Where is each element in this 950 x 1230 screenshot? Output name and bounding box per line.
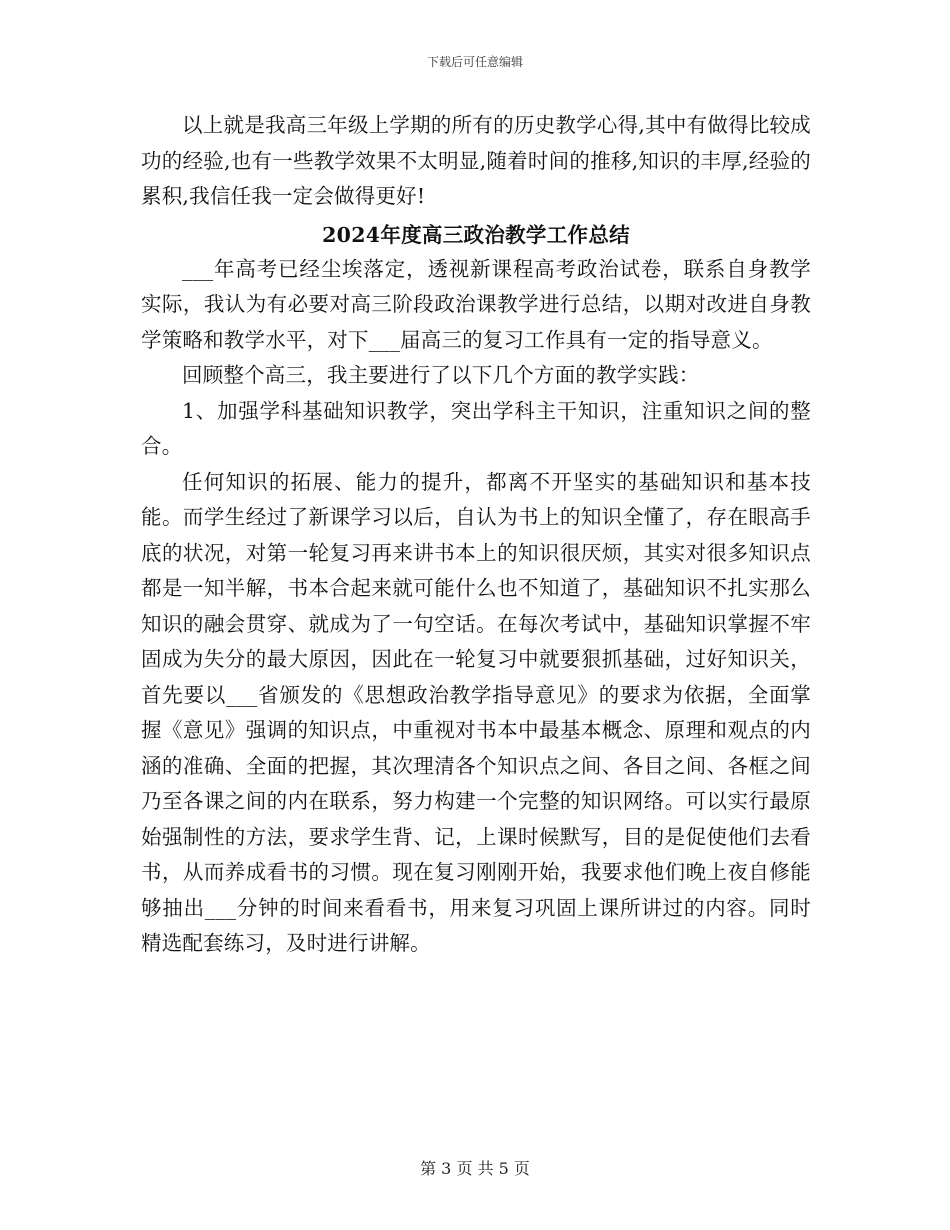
intro-paragraph: 以上就是我高三年级上学期的所有的历史教学心得,其中有做得比较成功的经验,也有一些教学效果不太明显,随着时间的推移,知识的丰厚,经验的累积,我信任我一定会做得更好! [141,113,811,208]
paragraph: 任何知识的拓展、能力的提升，都离不开坚实的基础知识和基本技能。而学生经过了新课学习以后，自认为书上的知识全懂了，存在眼高手底的状况，对第一轮复习再来讲书本上的知识很厌烦，其实对很多知识点都是一知半解，书本合起来就可能什么也不知道了，基础知识不扎实那么知识的融会贯穿、就成为了一句空话。在每次考试中，基础知识掌握不牢固成为失分的最大原因，因此在一轮复习中就要狠抓基础，过好知识关，首先要以___省颁发的《思想政治教学指导意见》的要求为依据，全面掌握《意见》强调的知识点，中重视对书本中最基本概念、原理和观点的内涵的准确、全面的把握，其次理清各个知识点之间、各目之间、各框之间乃至各课之间的内在联系，努力构建一个完整的知识网络。可以实行最原始强制性的方法，要求学生背、记，上课时候默写，目的是促使他们去看书，从而养成看书的习惯。现在复习刚刚开始，我要求他们晚上夜自修能够抽出___分钟的时间来看看书，用来复习巩固上课所讲过的内容。同时精选配套练习，及时进行讲解。 [141,469,811,955]
page-number: 第 3 页 共 5 页 [420,1159,530,1178]
paragraph: 回顾整个高三，我主要进行了以下几个方面的教学实践： [182,363,700,387]
section-title: 2024年度高三政治教学工作总结 [322,222,630,247]
paragraph: ___年高考已经尘埃落定，透视新课程高考政治试卷，联系自身教学实际，我认为有必要对高三阶段政治课教学进行总结，以期对改进自身教学策略和教学水平，对下___届高三的复习工作具有一定的指导意义。 [141,256,811,352]
list-heading-paragraph: 1、加强学科基础知识教学，突出学科主干知识，注重知识之间的整合。 [141,398,811,458]
document-body [141,108,811,962]
page-header-note: 下载后可任意编辑 [426,55,523,69]
